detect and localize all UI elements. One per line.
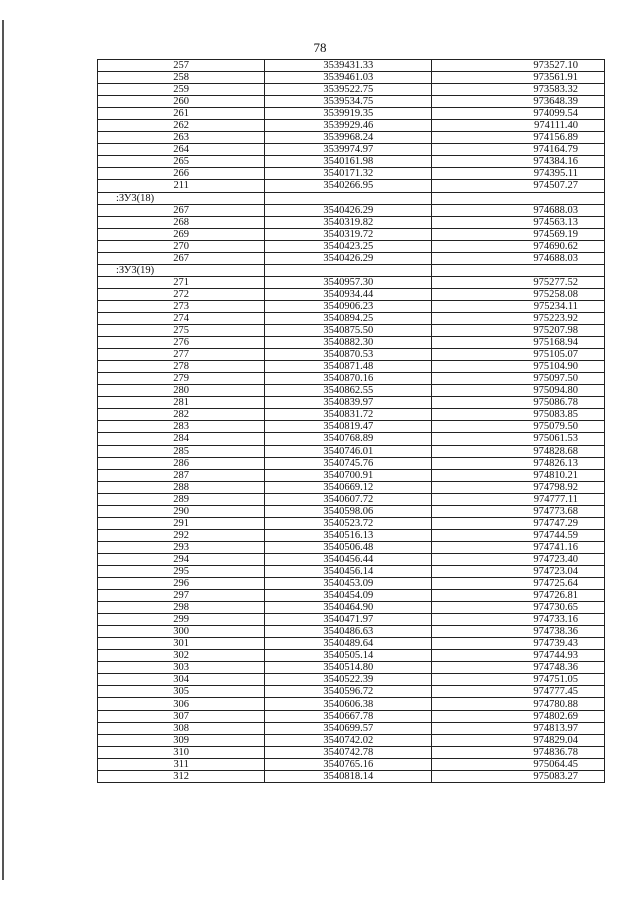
y-coordinate-cell: 974164.79 <box>432 144 605 156</box>
table-row <box>98 433 605 445</box>
y-coordinate-cell: 975097.50 <box>432 373 605 385</box>
point-number-cell: 276 <box>98 337 265 349</box>
table-row <box>98 517 605 529</box>
point-number-cell: 300 <box>98 626 265 638</box>
point-number-cell: 279 <box>98 373 265 385</box>
point-number-cell: 274 <box>98 312 265 324</box>
table-row <box>98 373 605 385</box>
table-row <box>98 312 605 324</box>
x-coordinate-cell: 3540426.29 <box>265 252 432 264</box>
y-coordinate-cell: 974569.19 <box>432 228 605 240</box>
y-coordinate-cell: 974111.40 <box>432 120 605 132</box>
page-number: 78 <box>313 40 327 55</box>
table-row <box>98 108 605 120</box>
y-coordinate-cell: 975207.98 <box>432 325 605 337</box>
y-coordinate-cell: 974744.59 <box>432 529 605 541</box>
point-number-cell: 284 <box>98 433 265 445</box>
y-coordinate-cell: 974733.16 <box>432 614 605 626</box>
x-coordinate-cell: 3540818.14 <box>265 770 432 782</box>
point-number-cell: 295 <box>98 565 265 577</box>
table-row <box>98 337 605 349</box>
x-coordinate-cell: 3540862.55 <box>265 385 432 397</box>
x-coordinate-cell: 3540746.01 <box>265 445 432 457</box>
table-row <box>98 529 605 541</box>
table-row <box>98 397 605 409</box>
x-coordinate-cell: 3540456.44 <box>265 553 432 565</box>
table-row <box>98 445 605 457</box>
y-coordinate-cell: 974723.04 <box>432 565 605 577</box>
section-row <box>98 192 605 204</box>
x-coordinate-cell: 3540266.95 <box>265 180 432 192</box>
y-coordinate-cell: 974798.92 <box>432 481 605 493</box>
y-coordinate-cell: 974836.78 <box>432 746 605 758</box>
point-number-cell: 267 <box>98 252 265 264</box>
x-coordinate-cell: 3540319.82 <box>265 216 432 228</box>
section-label: :ЗУ3(18) <box>98 192 265 204</box>
empty-cell <box>265 192 432 204</box>
table-row <box>98 409 605 421</box>
y-coordinate-cell: 975064.45 <box>432 758 605 770</box>
point-number-cell: 271 <box>98 276 265 288</box>
point-number-cell: 259 <box>98 84 265 96</box>
x-coordinate-cell: 3540742.78 <box>265 746 432 758</box>
x-coordinate-cell: 3539919.35 <box>265 108 432 120</box>
table-row <box>98 493 605 505</box>
table-row <box>98 590 605 602</box>
point-number-cell: 289 <box>98 493 265 505</box>
point-number-cell: 273 <box>98 300 265 312</box>
x-coordinate-cell: 3540768.89 <box>265 433 432 445</box>
y-coordinate-cell: 974738.36 <box>432 626 605 638</box>
x-coordinate-cell: 3540839.97 <box>265 397 432 409</box>
table-row <box>98 421 605 433</box>
section-row <box>98 264 605 276</box>
point-number-cell: 296 <box>98 578 265 590</box>
table-row <box>98 60 605 72</box>
x-coordinate-cell: 3539522.75 <box>265 84 432 96</box>
point-number-cell: 299 <box>98 614 265 626</box>
table-row <box>98 288 605 300</box>
point-number-cell: 303 <box>98 662 265 674</box>
x-coordinate-cell: 3539461.03 <box>265 72 432 84</box>
y-coordinate-cell: 974739.43 <box>432 638 605 650</box>
y-coordinate-cell: 974747.29 <box>432 517 605 529</box>
x-coordinate-cell: 3540831.72 <box>265 409 432 421</box>
table-row <box>98 626 605 638</box>
x-coordinate-cell: 3540742.02 <box>265 734 432 746</box>
y-coordinate-cell: 973561.91 <box>432 72 605 84</box>
point-number-cell: 280 <box>98 385 265 397</box>
x-coordinate-cell: 3540456.14 <box>265 565 432 577</box>
table-row <box>98 252 605 264</box>
y-coordinate-cell: 975223.92 <box>432 312 605 324</box>
x-coordinate-cell: 3540522.39 <box>265 674 432 686</box>
point-number-cell: 277 <box>98 349 265 361</box>
x-coordinate-cell: 3540171.32 <box>265 168 432 180</box>
table-row <box>98 325 605 337</box>
y-coordinate-cell: 974507.27 <box>432 180 605 192</box>
table-row <box>98 638 605 650</box>
table-row <box>98 457 605 469</box>
point-number-cell: 288 <box>98 481 265 493</box>
y-coordinate-cell: 974829.04 <box>432 734 605 746</box>
y-coordinate-cell: 975083.27 <box>432 770 605 782</box>
x-coordinate-cell: 3540598.06 <box>265 505 432 517</box>
x-coordinate-cell: 3540871.48 <box>265 361 432 373</box>
y-coordinate-cell: 973527.10 <box>432 60 605 72</box>
y-coordinate-cell: 973583.32 <box>432 84 605 96</box>
point-number-cell: 281 <box>98 397 265 409</box>
empty-cell <box>432 264 605 276</box>
point-number-cell: 261 <box>98 108 265 120</box>
x-coordinate-cell: 3539929.46 <box>265 120 432 132</box>
y-coordinate-cell: 974780.88 <box>432 698 605 710</box>
table-row <box>98 469 605 481</box>
table-row <box>98 746 605 758</box>
table-row <box>98 541 605 553</box>
point-number-cell: 268 <box>98 216 265 228</box>
x-coordinate-cell: 3539974.97 <box>265 144 432 156</box>
point-number-cell: 291 <box>98 517 265 529</box>
y-coordinate-cell: 975094.80 <box>432 385 605 397</box>
point-number-cell: 306 <box>98 698 265 710</box>
x-coordinate-cell: 3540426.29 <box>265 204 432 216</box>
y-coordinate-cell: 974828.68 <box>432 445 605 457</box>
x-coordinate-cell: 3540894.25 <box>265 312 432 324</box>
x-coordinate-cell: 3539534.75 <box>265 96 432 108</box>
table-row <box>98 710 605 722</box>
y-coordinate-cell: 974730.65 <box>432 602 605 614</box>
point-number-cell: 270 <box>98 240 265 252</box>
x-coordinate-cell: 3540489.64 <box>265 638 432 650</box>
x-coordinate-cell: 3539431.33 <box>265 60 432 72</box>
point-number-cell: 283 <box>98 421 265 433</box>
y-coordinate-cell: 974688.03 <box>432 252 605 264</box>
x-coordinate-cell: 3540745.76 <box>265 457 432 469</box>
table-row <box>98 144 605 156</box>
point-number-cell: 286 <box>98 457 265 469</box>
y-coordinate-cell: 974395.11 <box>432 168 605 180</box>
y-coordinate-cell: 975061.53 <box>432 433 605 445</box>
point-number-cell: 264 <box>98 144 265 156</box>
point-number-cell: 293 <box>98 541 265 553</box>
table-row <box>98 72 605 84</box>
table-row <box>98 204 605 216</box>
x-coordinate-cell: 3540700.91 <box>265 469 432 481</box>
x-coordinate-cell: 3540505.14 <box>265 650 432 662</box>
x-coordinate-cell: 3540453.09 <box>265 578 432 590</box>
table-row <box>98 349 605 361</box>
y-coordinate-cell: 975105.07 <box>432 349 605 361</box>
point-number-cell: 307 <box>98 710 265 722</box>
point-number-cell: 301 <box>98 638 265 650</box>
point-number-cell: 275 <box>98 325 265 337</box>
point-number-cell: 305 <box>98 686 265 698</box>
point-number-cell: 308 <box>98 722 265 734</box>
y-coordinate-cell: 974563.13 <box>432 216 605 228</box>
y-coordinate-cell: 974741.16 <box>432 541 605 553</box>
point-number-cell: 267 <box>98 204 265 216</box>
empty-cell <box>265 264 432 276</box>
table-row <box>98 614 605 626</box>
table-row <box>98 240 605 252</box>
y-coordinate-cell: 974744.93 <box>432 650 605 662</box>
y-coordinate-cell: 975104.90 <box>432 361 605 373</box>
y-coordinate-cell: 975086.78 <box>432 397 605 409</box>
table-row <box>98 385 605 397</box>
table-row <box>98 662 605 674</box>
table-row <box>98 698 605 710</box>
y-coordinate-cell: 974156.89 <box>432 132 605 144</box>
point-number-cell: 262 <box>98 120 265 132</box>
point-number-cell: 257 <box>98 60 265 72</box>
y-coordinate-cell: 974773.68 <box>432 505 605 517</box>
x-coordinate-cell: 3540765.16 <box>265 758 432 770</box>
x-coordinate-cell: 3540514.80 <box>265 662 432 674</box>
x-coordinate-cell: 3540471.97 <box>265 614 432 626</box>
x-coordinate-cell: 3540607.72 <box>265 493 432 505</box>
y-coordinate-cell: 974688.03 <box>432 204 605 216</box>
point-number-cell: 272 <box>98 288 265 300</box>
y-coordinate-cell: 974802.69 <box>432 710 605 722</box>
y-coordinate-cell: 975079.50 <box>432 421 605 433</box>
x-coordinate-cell: 3540667.78 <box>265 710 432 722</box>
table-row <box>98 686 605 698</box>
x-coordinate-cell: 3540454.09 <box>265 590 432 602</box>
y-coordinate-cell: 975234.11 <box>432 300 605 312</box>
y-coordinate-cell: 974751.05 <box>432 674 605 686</box>
point-number-cell: 266 <box>98 168 265 180</box>
x-coordinate-cell: 3540319.72 <box>265 228 432 240</box>
point-number-cell: 297 <box>98 590 265 602</box>
table-row <box>98 84 605 96</box>
y-coordinate-cell: 975083.85 <box>432 409 605 421</box>
x-coordinate-cell: 3540423.25 <box>265 240 432 252</box>
table-row <box>98 168 605 180</box>
table-row <box>98 578 605 590</box>
point-number-cell: 285 <box>98 445 265 457</box>
point-number-cell: 292 <box>98 529 265 541</box>
x-coordinate-cell: 3540464.90 <box>265 602 432 614</box>
point-number-cell: 269 <box>98 228 265 240</box>
x-coordinate-cell: 3540506.48 <box>265 541 432 553</box>
table-row <box>98 481 605 493</box>
table-row <box>98 132 605 144</box>
table-row <box>98 674 605 686</box>
y-coordinate-cell: 974777.11 <box>432 493 605 505</box>
point-number-cell: 310 <box>98 746 265 758</box>
table-row <box>98 96 605 108</box>
y-coordinate-cell: 973648.39 <box>432 96 605 108</box>
y-coordinate-cell: 974813.97 <box>432 722 605 734</box>
point-number-cell: 287 <box>98 469 265 481</box>
point-number-cell: 265 <box>98 156 265 168</box>
table-row <box>98 505 605 517</box>
point-number-cell: 260 <box>98 96 265 108</box>
y-coordinate-cell: 975258.08 <box>432 288 605 300</box>
coordinates-table <box>97 59 605 783</box>
table-row <box>98 216 605 228</box>
y-coordinate-cell: 974748.36 <box>432 662 605 674</box>
y-coordinate-cell: 975277.52 <box>432 276 605 288</box>
x-coordinate-cell: 3540882.30 <box>265 337 432 349</box>
section-label: :ЗУ3(19) <box>98 264 265 276</box>
table-row <box>98 228 605 240</box>
table-row <box>98 276 605 288</box>
point-number-cell: 278 <box>98 361 265 373</box>
y-coordinate-cell: 975168.94 <box>432 337 605 349</box>
x-coordinate-cell: 3539968.24 <box>265 132 432 144</box>
table-row <box>98 758 605 770</box>
x-coordinate-cell: 3540486.63 <box>265 626 432 638</box>
x-coordinate-cell: 3540161.98 <box>265 156 432 168</box>
table-row <box>98 770 605 782</box>
x-coordinate-cell: 3540875.50 <box>265 325 432 337</box>
x-coordinate-cell: 3540870.16 <box>265 373 432 385</box>
table-row <box>98 361 605 373</box>
y-coordinate-cell: 974725.64 <box>432 578 605 590</box>
point-number-cell: 302 <box>98 650 265 662</box>
x-coordinate-cell: 3540669.12 <box>265 481 432 493</box>
point-number-cell: 290 <box>98 505 265 517</box>
y-coordinate-cell: 974726.81 <box>432 590 605 602</box>
y-coordinate-cell: 974777.45 <box>432 686 605 698</box>
point-number-cell: 304 <box>98 674 265 686</box>
table-row <box>98 602 605 614</box>
x-coordinate-cell: 3540870.53 <box>265 349 432 361</box>
x-coordinate-cell: 3540906.23 <box>265 300 432 312</box>
point-number-cell: 263 <box>98 132 265 144</box>
y-coordinate-cell: 974690.62 <box>432 240 605 252</box>
coordinates-table-body <box>98 60 605 783</box>
table-row <box>98 553 605 565</box>
point-number-cell: 298 <box>98 602 265 614</box>
table-row <box>98 722 605 734</box>
point-number-cell: 294 <box>98 553 265 565</box>
table-row <box>98 156 605 168</box>
point-number-cell: 311 <box>98 758 265 770</box>
table-row <box>98 120 605 132</box>
x-coordinate-cell: 3540596.72 <box>265 686 432 698</box>
scan-edge-line <box>2 20 4 880</box>
x-coordinate-cell: 3540699.57 <box>265 722 432 734</box>
y-coordinate-cell: 974723.40 <box>432 553 605 565</box>
y-coordinate-cell: 974099.54 <box>432 108 605 120</box>
point-number-cell: 282 <box>98 409 265 421</box>
y-coordinate-cell: 974384.16 <box>432 156 605 168</box>
x-coordinate-cell: 3540523.72 <box>265 517 432 529</box>
x-coordinate-cell: 3540934.44 <box>265 288 432 300</box>
x-coordinate-cell: 3540957.30 <box>265 276 432 288</box>
table-row <box>98 180 605 192</box>
empty-cell <box>432 192 605 204</box>
table-row <box>98 734 605 746</box>
table-row <box>98 650 605 662</box>
x-coordinate-cell: 3540819.47 <box>265 421 432 433</box>
y-coordinate-cell: 974810.21 <box>432 469 605 481</box>
point-number-cell: 312 <box>98 770 265 782</box>
table-row <box>98 300 605 312</box>
point-number-cell: 309 <box>98 734 265 746</box>
x-coordinate-cell: 3540516.13 <box>265 529 432 541</box>
point-number-cell: 258 <box>98 72 265 84</box>
point-number-cell: 211 <box>98 180 265 192</box>
y-coordinate-cell: 974826.13 <box>432 457 605 469</box>
table-row <box>98 565 605 577</box>
x-coordinate-cell: 3540606.38 <box>265 698 432 710</box>
